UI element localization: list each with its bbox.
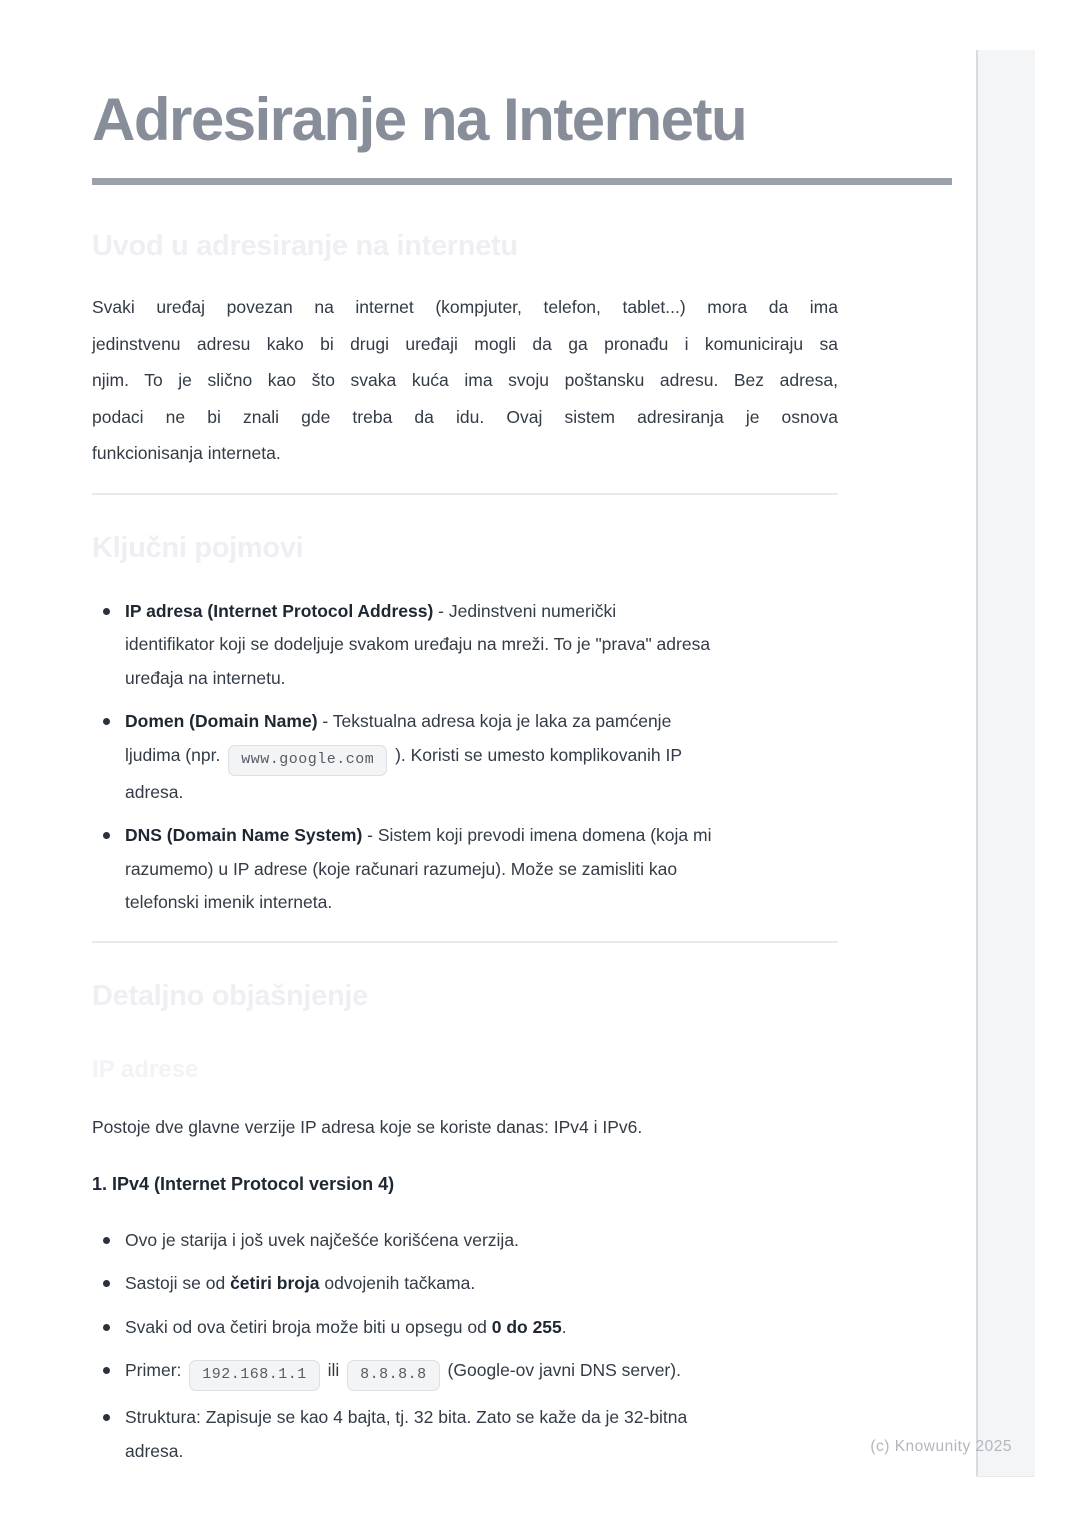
- list-item-ipv4-version: Ovo je starija i još uvek najčešće korišćena verzija.: [92, 1224, 838, 1258]
- section-heading-key-terms: Ključni pojmovi: [92, 531, 304, 564]
- scrollbar-track[interactable]: [976, 50, 1035, 1477]
- list-item-dns: DNS (Domain Name System) - Sistem koji prevodi imena domena (koja mi razumemo) u IP adrese (koje računari razumeju). Može se zamisliti kao telefonski imenik interneta.: [92, 819, 838, 920]
- section-heading-intro: Uvod u adresiranje na internetu: [92, 230, 518, 262]
- list-item-ipv4-primer: Primer: 192.168.1.1 ili 8.8.8.8 (Google-ov javni DNS server).: [92, 1354, 838, 1391]
- intro-paragraph: Svaki uređaj povezan na internet (kompjuter, telefon, tablet...) mora da ima jedinstvenu adresu kako bi drugi uređaji mogli da ga pronađu i komuniciraju sa njim. To je slično kao što svaka kuća ima svoju poštansku adresu. Bez adresa, podaci ne bi znali gde treba da idu. Ovaj sistem adresiranja je osnova funkcionisanja interneta.: [92, 297, 838, 463]
- list-item-ip-adresa: IP adresa (Internet Protocol Address) - Jedinstveni numerički identifikator koji se dodeljuje svakom uređaju na mreži. To je "prava" adresa uređaja na internetu.: [92, 595, 838, 696]
- document-page: [92, 0, 838, 1468]
- key-terms-list: [92, 595, 838, 920]
- title-underline-rule: [92, 178, 952, 185]
- ipv4-heading: 1. IPv4 (Internet Protocol version 4): [92, 1173, 395, 1194]
- list-item-ipv4-brojevi: Sastoji se od četiri broja odvojenih tačkama.: [92, 1267, 838, 1301]
- section-divider: [92, 941, 838, 943]
- list-item-ipv4-opseg: Svaki od ova četiri broja može biti u opsegu od 0 do 255.: [92, 1311, 838, 1345]
- section-divider: [92, 493, 838, 495]
- section-heading-details: Detaljno objašnjenje: [92, 979, 368, 1012]
- ipv4-list: [92, 1224, 838, 1469]
- page-title: Adresiranje na Internetu: [92, 86, 747, 153]
- copyright-watermark: (c) Knowunity 2025: [870, 1438, 1012, 1455]
- ip-versions-paragraph: Postoje dve glavne verzije IP adresa koje se koriste danas: IPv4 i IPv6.: [92, 1116, 643, 1137]
- list-item-domen: Domen (Domain Name) - Tekstualna adresa koja je laka za pamćenje ljudima (npr. www.google.com ). Koristi se umesto komplikovanih IP adresa.: [92, 705, 838, 809]
- subsection-heading-ip-adrese: IP adrese: [92, 1055, 199, 1083]
- list-item-ipv4-struktura: Struktura: Zapisuje se kao 4 bajta, tj. 32 bita. Zato se kaže da je 32-bitna adresa.: [92, 1401, 838, 1468]
